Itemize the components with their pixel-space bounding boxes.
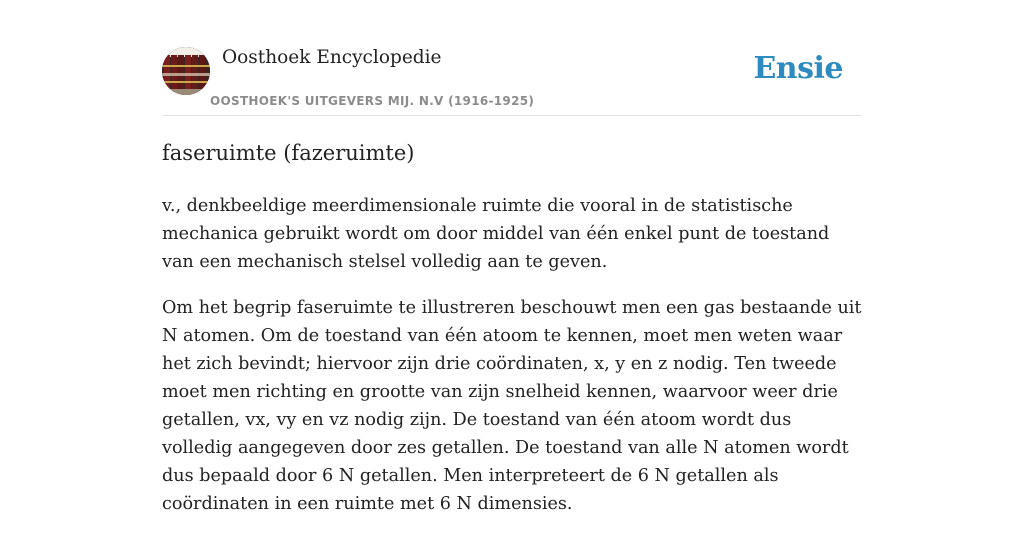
article-paragraph: Om het begrip faseruimte te illustreren beschouwt men een gas bestaande uit N atomen. Om de toestand van één atoom te kennen, moet men weten waar het zich bevindt; hiervoor zijn drie coördinaten, x, y en z nodig. Ten tweede moet men richting en grootte van zijn snelheid kennen, waarvoor weer drie getallen, vx, vy en vz nodig zijn. De toestand van één atoom wordt dus volledig aangegeven door zes getallen. De toestand van alle N atomen wordt dus bepaald door 6 N getallen. Men interpreteert de 6 N getallen als coördinaten in een ruimte met 6 N dimensies. (162, 298, 862, 514)
header-divider (162, 115, 862, 116)
site-name[interactable]: Oosthoek Encyclopedie (222, 47, 442, 68)
publisher-label: OOSTHOEK'S UITGEVERS MIJ. N.V (1916-1925) (210, 94, 535, 108)
site-header (162, 0, 862, 116)
article-title: faseruimte (fazeruimte) (162, 141, 415, 165)
page (162, 0, 862, 512)
books-icon (162, 47, 210, 95)
encyclopedia-books-logo[interactable] (162, 47, 210, 95)
article-body (162, 192, 862, 536)
ensie-logo[interactable]: Ensie (753, 51, 843, 86)
article-paragraph: v., denkbeeldige meerdimensionale ruimte die vooral in de statistische mechanica gebruikt wordt om door middel van één enkel punt de toestand van een mechanisch stelsel volledig aan te geven. (162, 196, 830, 272)
